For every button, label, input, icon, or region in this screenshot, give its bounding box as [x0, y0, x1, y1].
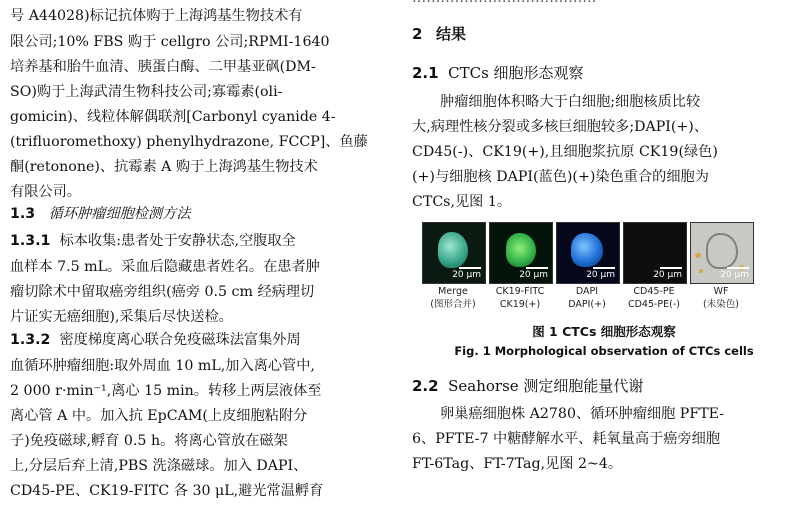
- panel-label-ck19: [484, 285, 556, 311]
- panel-label-cd45: [618, 285, 690, 311]
- figure-caption-cn: 图 1 CTCs 细胞形态观察: [532, 324, 676, 339]
- paragraph-1-3-2-first: [10, 330, 301, 350]
- text-line: (trifluoromethoxy) phenylhydrazone, FCCP]、鱼藤: [10, 134, 368, 150]
- text-line: CD45-PE、CK19-FITC 各 30 μL,避光常温孵育: [10, 483, 324, 499]
- panel-label-wf: [685, 285, 757, 311]
- merge-panel: [422, 222, 486, 284]
- debris-dot: [695, 253, 701, 258]
- text-line: 卵巢癌细胞株 A2780、循环肿瘤细胞 PFTE-: [440, 406, 725, 422]
- text-line: gomicin)、线粒体解偶联剂[Carbonyl cyanide 4-: [10, 109, 336, 125]
- section-title: 循环肿瘤细胞检测方法: [48, 206, 191, 222]
- scale-bar: [660, 267, 682, 269]
- text-line: 大,病理性核分裂或多核巨细胞较多;DAPI(+)、: [412, 119, 709, 135]
- section-number: 2: [412, 25, 423, 43]
- scale-label: 20 μm: [452, 270, 481, 280]
- text-line: CD45(-)、CK19(+),且细胞浆抗原 CK19(绿色): [412, 144, 718, 160]
- text-line: (+)与细胞核 DAPI(蓝色)(+)染色重合的细胞为: [412, 169, 709, 185]
- panel-label-merge: [417, 285, 489, 311]
- ck19-panel: [489, 222, 553, 284]
- panel-label-line: CD45-PE: [633, 286, 675, 297]
- text-line: 血循环肿瘤细胞:取外周血 10 mL,加入离心管中,: [10, 358, 315, 374]
- cell-image: [506, 233, 536, 267]
- text-line: 瘤切除术中留取癌旁组织(癌旁 0.5 cm 经病理切: [10, 284, 315, 300]
- debris-dot: [699, 269, 703, 273]
- panel-label-line: CK19(+): [499, 299, 541, 310]
- cell-image: [706, 233, 738, 269]
- text-line: 培养基和胎牛血清、胰蛋白酶、二甲基亚砜(DM-: [10, 59, 316, 75]
- panel-label-line: WF: [713, 286, 729, 297]
- scale-bar: [727, 267, 749, 269]
- text-line: 肿瘤细胞体积略大于白细胞;细胞核质比较: [440, 94, 701, 110]
- dapi-panel: [556, 222, 620, 284]
- section-heading-1-3: [10, 204, 191, 224]
- text-line: CTCs,见图 1。: [412, 194, 512, 210]
- scale-label: 20 μm: [519, 270, 548, 280]
- section-number: 1.3: [10, 206, 36, 222]
- section-number: 2.1: [412, 64, 439, 82]
- panel-label-line: CD45-PE(-): [627, 299, 681, 310]
- section-heading-2: [412, 24, 466, 45]
- panel-label-line: (图形合并): [430, 299, 476, 310]
- scale-bar: [593, 267, 615, 269]
- paragraph-1-3-1-first: [10, 231, 296, 251]
- cell-image: [571, 233, 603, 267]
- scale-bar: [526, 267, 548, 269]
- section-number: 2.2: [412, 377, 439, 395]
- panel-label-line: Merge: [438, 286, 468, 297]
- section-title: Seahorse 测定细胞能量代谢: [448, 377, 644, 395]
- text-line: 密度梯度离心联合免疫磁珠法富集外周: [59, 332, 301, 348]
- scale-label: 20 μm: [720, 270, 749, 280]
- text-line: 2 000 r·min⁻¹,离心 15 min。转移上两层液体至: [10, 383, 322, 399]
- wf-panel: [690, 222, 754, 284]
- text-line: 有限公司。: [10, 184, 81, 200]
- text-line: 标本收集:患者处于安静状态,空腹取全: [59, 233, 296, 249]
- text-line: 号 A44028)标记抗体购于上海鸿基生物技术有: [10, 8, 303, 24]
- text-line: 6、PFTE-7 中糖酵解水平、耗氧量高于癌旁细胞: [412, 431, 721, 447]
- panel-label-line: DAPI: [575, 286, 599, 297]
- scale-label: 20 μm: [586, 270, 615, 280]
- section-title: 结果: [435, 25, 466, 43]
- text-line: 片证实无癌细胞),采集后尽快送检。: [10, 309, 233, 325]
- section-heading-2-1: [412, 63, 584, 83]
- text-line: 血样本 7.5 mL。采血后隐藏患者姓名。在患者肿: [10, 259, 320, 275]
- panel-label-line: DAPI(+): [568, 299, 606, 310]
- text-line: 酮(retonone)、抗霉素 A 购于上海鸿基生物技术: [10, 159, 318, 175]
- text-line: SO)购于上海武清生物科技公司;寡霉素(oli-: [10, 84, 283, 100]
- subsection-number: 1.3.1: [10, 233, 51, 249]
- figure-caption-en: Fig. 1 Morphological observation of CTCs cells: [454, 344, 754, 358]
- text-line: 限公司;10% FBS 购于 cellgro 公司;RPMI-1640: [10, 34, 330, 50]
- text-line: FT-6Tag、FT-7Tag,见图 2~4。: [412, 456, 623, 472]
- figure-1: [422, 222, 752, 332]
- section-title: CTCs 细胞形态观察: [448, 64, 584, 82]
- cell-image: [438, 232, 468, 268]
- text-line: 离心管 A 中。加入抗 EpCAM(上皮细胞粘附分: [10, 408, 308, 424]
- cd45-panel: [623, 222, 687, 284]
- cut-off-line: [412, 0, 596, 8]
- scale-bar: [459, 267, 481, 269]
- panel-label-line: (未染色): [703, 299, 739, 310]
- text-line: 上,分层后弃上清,PBS 洗涤磁球。加入 DAPI、: [10, 458, 308, 474]
- text-line: 子)免疫磁球,孵育 0.5 h。将离心管放在磁架: [10, 433, 288, 449]
- panel-label-line: CK19-FITC: [495, 286, 545, 297]
- scale-label: 20 μm: [653, 270, 682, 280]
- subsection-number: 1.3.2: [10, 332, 51, 348]
- section-heading-2-2: [412, 376, 643, 396]
- panel-label-dapi: [551, 285, 623, 311]
